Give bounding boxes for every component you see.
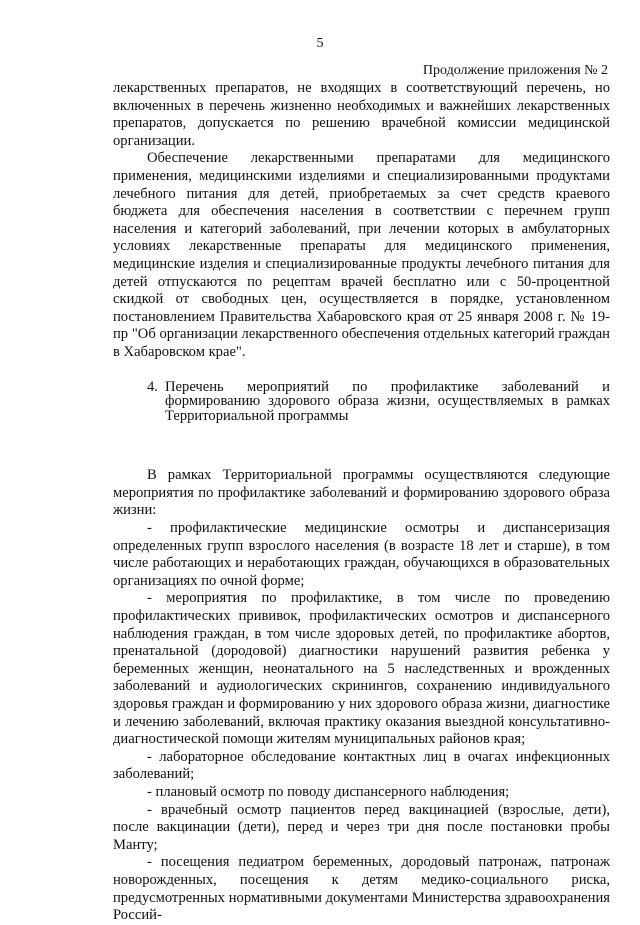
list-item: - врачебный осмотр пациентов перед вакцинацией (взрослые, дети), после вакцинации (дети), перед и через три дня после постановки пробы Манту; [113,801,610,853]
list-item: - плановый осмотр по поводу диспансерного наблюдения; [147,783,510,800]
list-item: - лабораторное обследование контактных лиц в очагах инфекционных заболеваний; [113,748,610,783]
paragraph: Обеспечение лекарственными препаратами для медицинского применения, медицинскими изделиями и специализированными продуктами лечебного питания для детей, приобретаемых за счет средств краевого бюджета для обеспечения населения в соответствии с перечнем групп населения и категорий заболеваний, при лечении которых в амбулаторных условиях лекарственные препараты для медицинского применения, медицинские изделия и специализированные продукты лечебного питания для детей отпускаются по рецептам врачей бесплатно или с 50-процентной скидкой от свободных цен, осуществляется в порядке, установленном постановлением Правительства Хабаровского края от 25 января 2008 г. № 19-пр "Об организации лекарственного обеспечения отдельных категорий граждан в Хабаровском крае". [113,150,610,360]
list-item: - мероприятия по профилактике, в том числе по проведению профилактических прививок, профилактических осмотров и диспансерного наблюдения граждан, в том числе здоровых детей, по профилактике абортов, пренатальной (дородовой) диагностики нарушений развития ребенка у беременных женщин, неонатального на 5 наследственных и врожденных заболеваний и аудиологических скринингов, сохранению индивидуального здоровья граждан и формированию у них здорового образа жизни, диагностике и лечению заболеваний, включая практику оказания выездной консультативно-диагностической помощи жителям муниципальных районов края; [113,590,610,748]
list-item: - профилактические медицинские осмотры и диспансеризация определенных групп взрослого населения (в возрасте 18 лет и старше), в том числе работающих и неработающих граждан, обучающихся в образовательных организациях по очной форме; [113,520,610,589]
continuation-header: Продолжение приложения № 2 [422,63,608,78]
paragraph: В рамках Территориальной программы осуществляются следующие мероприятия по профилактике заболеваний и формированию здорового образа жизни: [113,467,610,519]
section-heading [147,380,610,424]
list-item: - посещения педиатром беременных, дородовый патронаж, патронаж новорожденных, посещения к детям медико-социального риска, предусмотренных нормативными документами Министерства здравоохранения Россий- [113,854,610,924]
document-body [113,80,610,925]
paragraph: лекарственных препаратов, не входящих в соответствующий перечень, но включенных в перечень жизненно необходимых и важнейших лекарственных препаратов, допускается по решению врачебной комиссии медицинской организации. [113,80,610,149]
section-number: 4. [147,378,158,395]
page-number: 5 [316,36,324,51]
section-title: Перечень мероприятий по профилактике заболеваний и формированию здорового образа жизни, осуществляемых в рамках Территориальной программы [165,378,610,424]
spacer [113,423,610,467]
